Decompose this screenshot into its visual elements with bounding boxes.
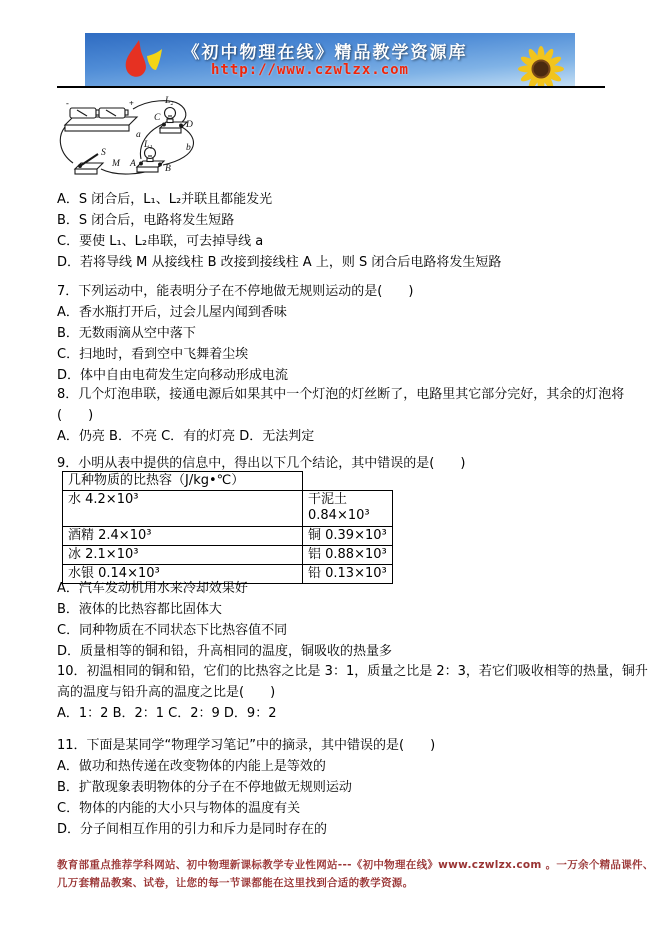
table-header-cell: 几种物质的比热容（J/kg•℃） xyxy=(63,472,303,491)
question-10 xyxy=(57,661,648,724)
battery-icon xyxy=(65,108,137,131)
table-cell-dry-soil-name: 干泥土 xyxy=(308,492,348,507)
option-11c: C．物体的内能的大小只与物体的温度有关 xyxy=(57,801,301,816)
table-cell-dry-soil xyxy=(303,491,393,527)
post-b-label: B xyxy=(165,164,171,174)
table-cell-mercury: 水银 0.14×10³ xyxy=(63,565,303,584)
question-11 xyxy=(57,735,637,840)
banner-title: 《初中物理在线》精品教学资源库 xyxy=(182,43,468,63)
wire-b-label: b xyxy=(186,143,191,153)
table-row xyxy=(63,491,393,527)
lamp-l2-label: L₂ xyxy=(165,96,174,106)
option-6d: D．若将导线 M 从接线柱 B 改接到接线柱 A 上，则 S 闭合后电路将发生短路 xyxy=(57,255,502,270)
question-7 xyxy=(57,281,637,386)
option-11b: B．扩散现象表明物体的分子在不停地做无规则运动 xyxy=(57,780,352,795)
circuit-diagram xyxy=(57,95,272,185)
question-8 xyxy=(57,384,637,447)
post-c-label: C xyxy=(154,113,161,123)
option-7c: C．扫地时，看到空中飞舞着尘埃 xyxy=(57,347,249,362)
option-9d: D．质量相等的铜和铅，升高相同的温度，铜吸收的热量多 xyxy=(57,644,393,659)
wire-a-label: a xyxy=(136,130,141,140)
question-11-stem: 11．下面是某同学“物理学习笔记”中的摘录，其中错误的是( ) xyxy=(57,738,436,753)
lamp-l2-icon xyxy=(160,108,187,134)
heat-capacity-table xyxy=(62,471,393,584)
table-cell-aluminum: 铝 0.88×10³ xyxy=(303,546,393,565)
divider-line xyxy=(57,86,605,88)
option-6b: B．S 闭合后，电路将发生短路 xyxy=(57,213,235,228)
site-banner xyxy=(85,33,575,86)
option-11d: D．分子间相互作用的引力和斥力是同时存在的 xyxy=(57,822,328,837)
option-6a: A．S 闭合后，L₁、L₂并联且都能发光 xyxy=(57,192,273,207)
wire-m-label: M xyxy=(112,159,120,169)
switch-s-label: S xyxy=(101,148,106,158)
sunflower-icon xyxy=(509,42,573,86)
table-cell-alcohol: 酒精 2.4×10³ xyxy=(63,527,303,546)
table-cell-ice: 冰 2.1×10³ xyxy=(63,546,303,565)
option-9a: A．汽车发动机用水来冷却效果好 xyxy=(57,581,248,596)
footer-line1: 教育部重点推荐学科网站、初中物理新课标教学专业性网站---《初中物理在线》www.czwlzx.com 。一万余个精品课件、 xyxy=(57,859,654,871)
lamp-l1-label: L₁ xyxy=(144,140,153,150)
battery-plus-label: + xyxy=(129,98,134,108)
footer-line2: 几万套精品教案、试卷，让您的每一节课都能在这里找到合适的教学资源。 xyxy=(57,877,414,889)
table-cell-dry-soil-value: 0.84×10³ xyxy=(308,508,370,523)
question-8-answer-blank: ( ) xyxy=(57,408,94,423)
post-d-label: D xyxy=(186,120,193,130)
question-9-options xyxy=(57,578,637,662)
question-7-stem: 7．下列运动中，能表明分子在不停地做无规则运动的是( ) xyxy=(57,284,414,299)
question-10-stem-line1: 10．初温相同的铜和铅，它们的比热容之比是 3：1，质量之比是 2：3，若它们吸收相等的热量，铜升 xyxy=(57,664,648,679)
question-9-stem: 9．小明从表中提供的信息中，得出以下几个结论，其中错误的是( ) xyxy=(57,456,466,471)
battery-minus-label: - xyxy=(66,98,69,108)
question-10-options: A．1：2 B．2：1 C．2：9 D．9：2 xyxy=(57,706,277,721)
question-6-options xyxy=(57,189,637,273)
option-7d: D．体中自由电荷发生定向移动形成电流 xyxy=(57,368,289,383)
table-cell-lead: 铅 0.13×10³ xyxy=(303,565,393,584)
option-9b: B．液体的比热容都比固体大 xyxy=(57,602,222,617)
wire-battery-to-switch xyxy=(60,127,73,163)
table-row xyxy=(63,546,393,565)
table-row xyxy=(63,527,393,546)
option-7a: A．香水瓶打开后，过会儿屋内闻到香味 xyxy=(57,305,287,320)
option-11a: A．做功和热传递在改变物体的内能上是等效的 xyxy=(57,759,326,774)
question-8-stem: 8．几个灯泡串联，接通电源后如果其中一个灯泡的灯丝断了，电路里其它部分完好，其余的灯泡将 xyxy=(57,387,625,402)
option-6c: C．要使 L₁、L₂串联，可去掉导线 a xyxy=(57,234,264,249)
option-7b: B．无数雨滴从空中落下 xyxy=(57,326,196,341)
table-cell-copper: 铜 0.39×10³ xyxy=(303,527,393,546)
table-cell-water: 水 4.2×10³ xyxy=(63,491,303,527)
table-ghost-cell xyxy=(303,472,393,491)
table-header-row xyxy=(63,472,393,491)
question-8-options: A．仍亮 B．不亮 C．有的灯亮 D．无法判定 xyxy=(57,429,315,444)
option-9c: C．同种物质在不同状态下比热容值不同 xyxy=(57,623,288,638)
footer-note xyxy=(57,856,654,892)
switch-icon xyxy=(75,154,103,174)
post-a-label: A xyxy=(130,159,136,169)
banner-url-link[interactable]: http://www.czwlzx.com xyxy=(210,62,409,78)
question-10-stem-line2: 高的温度与铅升高的温度之比是( ) xyxy=(57,685,276,700)
